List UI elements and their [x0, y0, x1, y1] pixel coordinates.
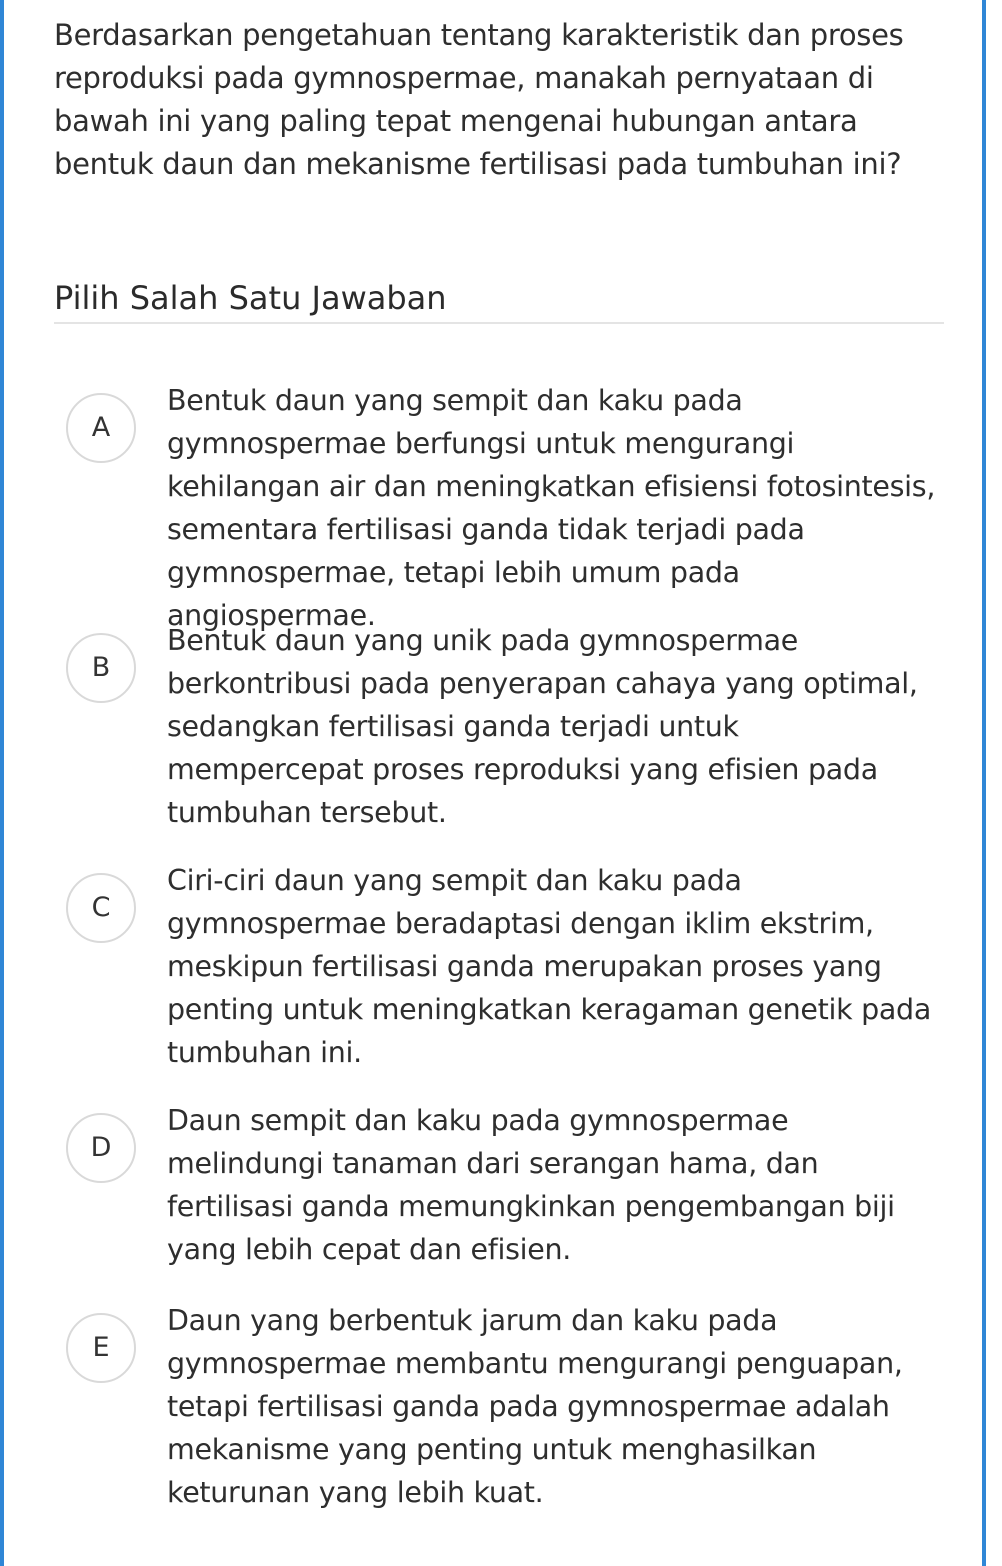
option-text: Bentuk daun yang unik pada gymnospermae berkontribusi pada penyerapan cahaya yang optimal, sedangkan fertilisasi ganda terjadi untuk mempercepat proses reproduksi yang efisien pada tumbuhan tersebut.: [167, 624, 918, 829]
option-letter-circle[interactable]: A: [66, 393, 136, 463]
left-border-accent: [0, 0, 4, 1566]
section-divider: [54, 322, 944, 324]
option-text: Daun yang berbentuk jarum dan kaku pada gymnospermae membantu mengurangi penguapan, tetapi fertilisasi ganda pada gymnospermae adalah mekanisme yang penting untuk menghasilkan keturunan yang lebih kuat.: [167, 1304, 903, 1509]
option-letter-circle[interactable]: E: [66, 1313, 136, 1383]
option-text: Daun sempit dan kaku pada gymnospermae melindungi tanaman dari serangan hama, dan fertilisasi ganda memungkinkan pengembangan biji yang lebih cepat dan efisien.: [167, 1104, 895, 1266]
option-text: Bentuk daun yang sempit dan kaku pada gymnospermae berfungsi untuk mengurangi kehilangan air dan meningkatkan efisiensi fotosintesis, sementara fertilisasi ganda tidak terjadi pada gymnospermae, tetapi lebih umum pada angiospermae.: [167, 384, 936, 632]
answer-section-title: Pilih Salah Satu Jawaban: [54, 279, 447, 317]
question-text: Berdasarkan pengetahuan tentang karakteristik dan proses reproduksi pada gymnospermae, manakah pernyataan di bawah ini yang paling tepat mengenai hubungan antara bentuk daun dan mekanisme fertilisasi pada tumbuhan ini?: [54, 18, 904, 181]
option-letter-circle[interactable]: C: [66, 873, 136, 943]
option-letter-circle[interactable]: D: [66, 1113, 136, 1183]
option-letter-circle[interactable]: B: [66, 633, 136, 703]
option-text: Ciri-ciri daun yang sempit dan kaku pada gymnospermae beradaptasi dengan iklim ekstrim, meskipun fertilisasi ganda merupakan proses yang penting untuk meningkatkan keragaman genetik pada tumbuhan ini.: [167, 864, 931, 1069]
right-border-accent: [982, 0, 986, 1566]
